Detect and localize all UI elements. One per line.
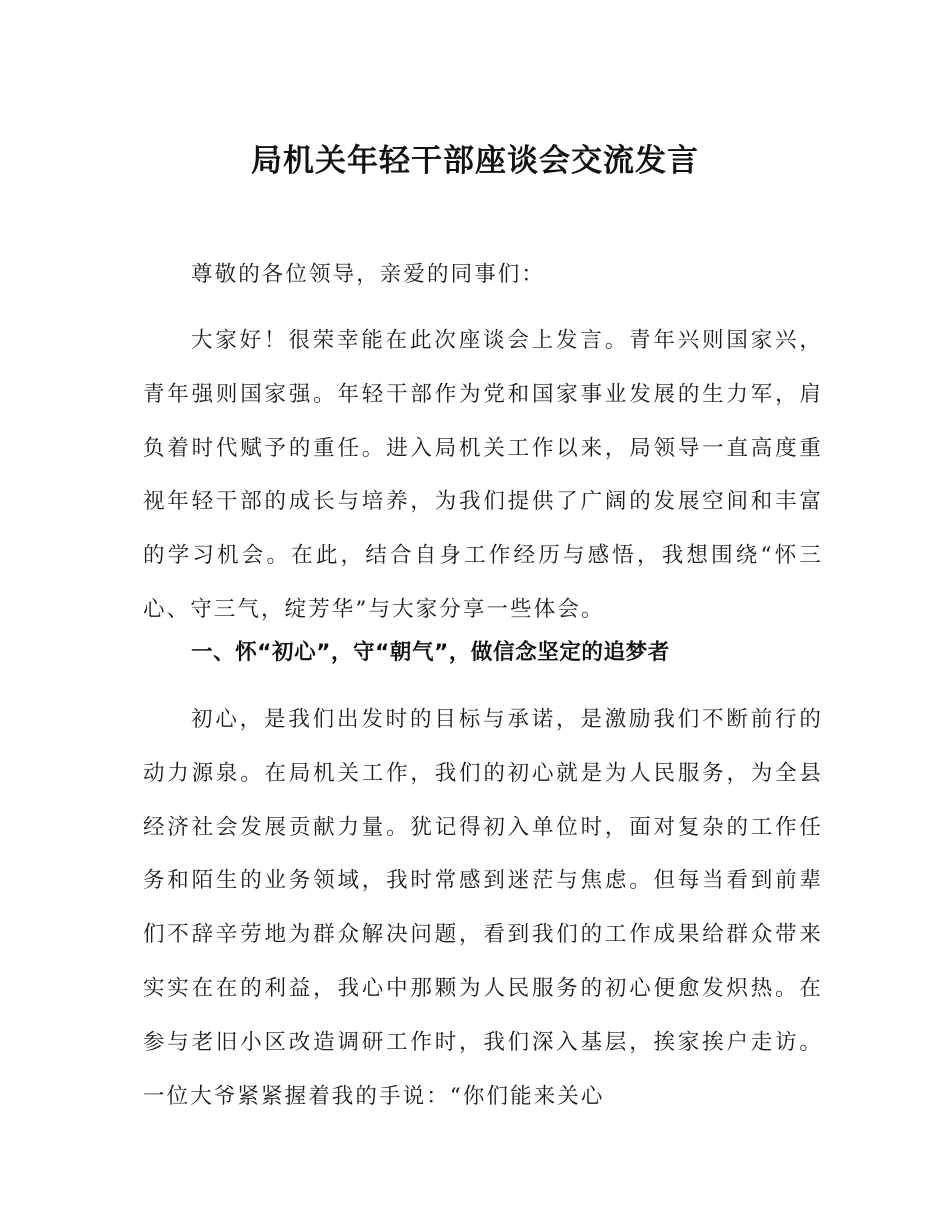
paragraph-intro: 大家好！很荣幸能在此次座谈会上发言。青年兴则国家兴，青年强则国家强。年轻干部作为党和国家事业发展的生力军，肩负着时代赋予的重任。进入局机关工作以来，局领导一直高度重视年轻干部的成长与培养，为我们提供了广阔的发展空间和丰富的学习机会。在此，结合自身工作经历与感悟，我想围绕“怀三心、守三气，绽芳华”与大家分享一些体会。 — [143, 328, 823, 622]
document-title: 局机关年轻干部座谈会交流发言 — [251, 142, 699, 179]
section-heading-1: 一、怀“初心”，守“朝气”，做信念坚定的追梦者 — [191, 640, 670, 665]
greeting-line: 尊敬的各位领导，亲爱的同事们： — [191, 262, 546, 287]
paragraph-section-1: 初心，是我们出发时的目标与承诺，是激励我们不断前行的动力源泉。在局机关工作，我们的初心就是为人民服务，为全县经济社会发展贡献力量。犹记得初入单位时，面对复杂的工作任务和陌生的业务领域，我时常感到迷茫与焦虑。但每当看到前辈们不辞辛劳地为群众解决问题，看到我们的工作成果给群众带来实实在在的利益，我心中那颗为人民服务的初心便愈发炽热。在参与老旧小区改造调研工作时，我们深入基层，挨家挨户走访。一位大爷紧紧握着我的手说：“你们能来关心 — [143, 707, 823, 1109]
